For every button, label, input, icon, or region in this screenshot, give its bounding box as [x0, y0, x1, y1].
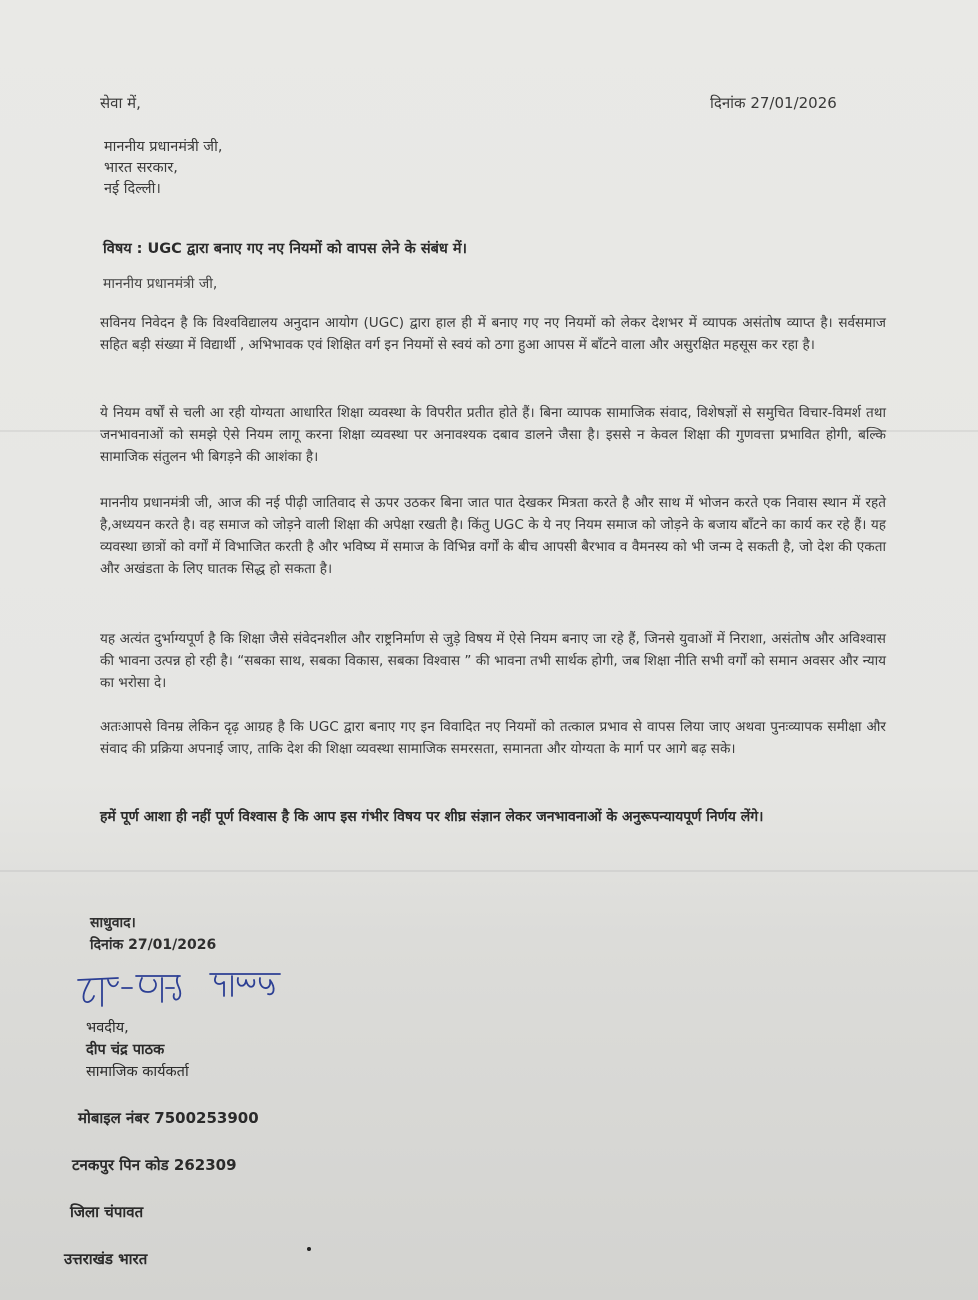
contact-state: उत्तराखंड भारत	[64, 1250, 148, 1268]
greeting: माननीय प्रधानमंत्री जी,	[103, 276, 218, 292]
body-paragraph: सविनय निवेदन है कि विश्वविद्यालय अनुदान आयोग (UGC) द्वारा हाल ही में बनाए गए नए नियमों को लेकर देशभर में व्यापक असंतोष व्याप्त है। सर्वसमाज सहित बड़ी संख्या में विद्यार्थी , अभिभावक एवं शिक्षित वर्ग इन नियमों से स्वयं को ठगा हुआ आपस में बाँटने वाला और असुरक्षित महसूस कर रहा है।	[100, 315, 886, 353]
sender-block	[86, 1017, 189, 1083]
recipient-address	[104, 137, 222, 200]
salutation: सेवा में,	[100, 94, 141, 112]
handwritten-signature	[70, 966, 290, 1012]
body-paragraph: ये नियम वर्षों से चली आ रही योग्यता आधारित शिक्षा व्यवस्था के विपरीत प्रतीत होते हैं। बिना व्यापक सामाजिक संवाद, विशेषज्ञों से समुचित विचार-विमर्श तथा जनभावनाओं को समझे ऐसे नियम लागू करना शिक्षा व्यवस्था पर अनावश्यक दबाव डालने जैसा है। इससे न केवल शिक्षा की गुणवत्ता प्रभावित होगी, बल्कि सामाजिक संतुलन भी बिगड़ने की आशंका है।	[100, 405, 886, 465]
sender-name: दीप चंद्र पाठक	[86, 1042, 165, 1058]
recipient-line: भारत सरकार,	[104, 160, 178, 176]
sender-role: सामाजिक कार्यकर्ता	[86, 1064, 189, 1080]
recipient-line: नई दिल्ली।	[104, 181, 161, 197]
sender-yours: भवदीय,	[86, 1020, 129, 1036]
contact-mobile: मोबाइल नंबर 7500253900	[78, 1109, 259, 1127]
letter-date: दिनांक 27/01/2026	[710, 94, 837, 112]
body-paragraph: यह अत्यंत दुर्भाग्यपूर्ण है कि शिक्षा जैसे संवेदनशील और राष्ट्रनिर्माण से जुड़े विषय में ऐसे नियम बनाए जा रहे हैं, जिनसे युवाओं में निराशा, असंतोष और अविश्वास की भावना उत्पन्न हो रही है। “सबका साथ, सबका विकास, सबका विश्वास ” की भावना तभी सार्थक होगी, जब शिक्षा नीति सभी वर्गों को समान अवसर और न्याय का भरोसा दे।	[100, 631, 886, 691]
recipient-line: माननीय प्रधानमंत्री जी,	[104, 139, 223, 155]
ink-dot	[307, 1247, 311, 1251]
paper-crease	[0, 870, 978, 872]
body-paragraph: अतःआपसे विनम्र लेकिन दृढ़ आग्रह है कि UGC द्वारा बनाए गए इन विवादित नए नियमों को तत्काल प्रभाव से वापस लिया जाए अथवा पुनःव्यापक समीक्षा और संवाद की प्रक्रिया अपनाई जाए, ताकि देश की शिक्षा व्यवस्था सामाजिक समरसता, समानता और योग्यता के मार्ग पर आगे बढ़ सके।	[100, 719, 886, 757]
body-paragraph: माननीय प्रधानमंत्री जी, आज की नई पीढ़ी जातिवाद से ऊपर उठकर बिना जात पात देखकर मित्रता करते है और साथ में भोजन करते एक निवास स्थान में रहते है,अध्ययन करते है। वह समाज को जोड़ने वाली शिक्षा की अपेक्षा रखती है। किंतु UGC के ये नए नियम समाज को जोड़ने के बजाय बाँटने का कार्य कर रहे हैं। यह व्यवस्था छात्रों को वर्गों में विभाजित करती है और भविष्य में समाज के विभिन्न वर्गों के बीच आपसी बैरभाव व वैमनस्य को भी जन्म दे सकती है, जो देश की एकता और अखंडता के लिए घातक सिद्ध हो सकता है।	[100, 495, 886, 577]
contact-pin: टनकपुर पिन कोड 262309	[72, 1156, 237, 1174]
closing-date: दिनांक 27/01/2026	[90, 937, 217, 953]
subject-line: विषय : UGC द्वारा बनाए गए नए नियमों को वापस लेने के संबंध में।	[103, 241, 468, 257]
body-paragraph: हमें पूर्ण आशा ही नहीं पूर्ण विश्वास है कि आप इस गंभीर विषय पर शीघ्र संज्ञान लेकर जनभावनाओं के अनुरूपन्यायपूर्ण निर्णय लेंगे।	[100, 809, 764, 825]
closing-thanks: साधुवाद।	[90, 915, 136, 931]
contact-district: जिला चंपावत	[70, 1203, 144, 1221]
